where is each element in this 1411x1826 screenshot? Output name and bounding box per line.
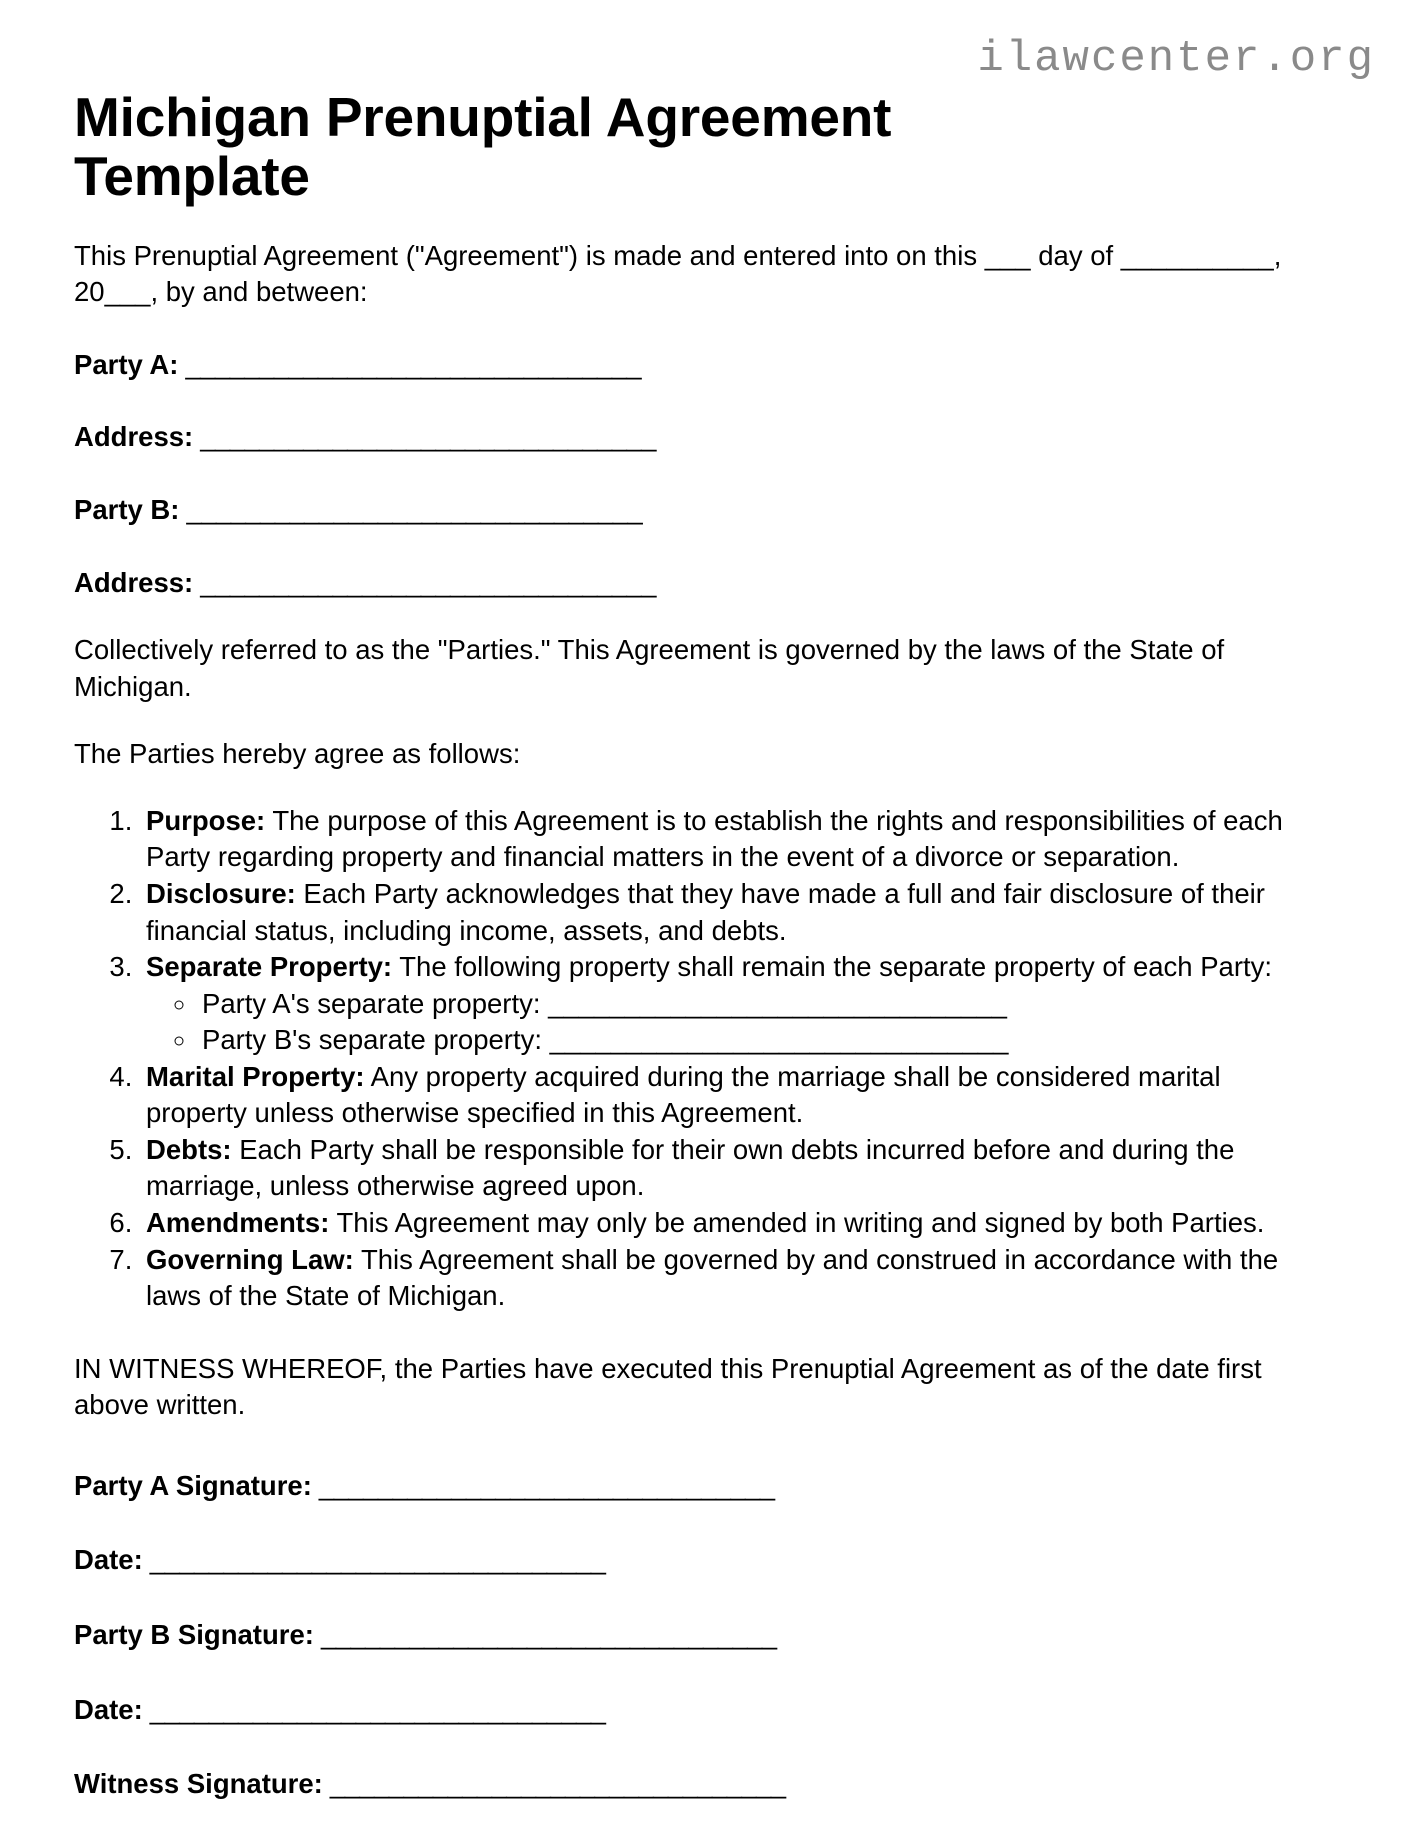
clause-text: The following property shall remain the separate property of each Party: [392,951,1273,983]
clause-heading: Disclosure: [146,877,296,909]
clause-text: Each Party acknowledges that they have made a full and fair disclosure of their financial status, including income, assets, and debts. [146,877,1265,946]
witness-paragraph: IN WITNESS WHEREOF, the Parties have executed this Prenuptial Agreement as of the date first above written. [74,1352,1262,1421]
clause-text: This Agreement may only be amended in writing and signed by both Parties. [329,1207,1265,1239]
clause-list [74,803,1329,1315]
clause-text: The purpose of this Agreement is to establish the rights and responsibilities of each Party regarding property and financial matters in the event of a divorce or separation. [146,804,1283,873]
party-a-address-field [74,419,1329,456]
party-b-address-field [74,565,1329,602]
clause-item [140,1059,1329,1132]
site-watermark: ilawcenter.org [977,34,1375,84]
party-a-address-label: Address: [74,421,194,453]
clause-item [140,1242,1329,1315]
party-b-label: Party B: [74,494,180,526]
separate-property-sublist [146,986,1329,1059]
party-b-signature-blank: _______________________________ [313,1618,777,1650]
clause-heading: Amendments: [146,1207,330,1239]
document-body [74,88,1329,1826]
party-b-address-blank: _______________________________ [193,566,656,598]
witness-signature-label: Witness Signature: [74,1768,323,1800]
clause-item [140,949,1329,1059]
party-b-signature-field [74,1617,1329,1654]
party-b-field [74,492,1329,529]
agree-lead-paragraph: The Parties hereby agree as follows: [74,738,521,770]
party-a-signature-field [74,1468,1329,1505]
sublist-item: ◦ Party B's separate property: ______________________________ [198,1022,1329,1059]
clause-item [140,876,1329,949]
party-b-date-field [74,1692,1329,1729]
clause-heading: Purpose: [146,804,266,836]
clause-item [140,803,1329,876]
witness-signature-field [74,1766,1329,1803]
party-b-signature-label: Party B Signature: [74,1618,314,1650]
party-b-address-label: Address: [74,566,194,598]
party-a-address-blank: _______________________________ [193,421,656,453]
party-a-date-field [74,1542,1329,1579]
party-a-label: Party A: [74,348,179,380]
clause-item [140,1132,1329,1205]
party-b-date-label: Date: [74,1693,143,1725]
party-b-date-blank: _______________________________ [142,1693,606,1725]
party-a-date-label: Date: [74,1544,143,1576]
page-title: Michigan Prenuptial Agreement Template [74,86,892,208]
clause-text: Each Party shall be responsible for their own debts incurred before and during the marriage, unless otherwise agreed upon. [146,1133,1235,1202]
party-a-signature-blank: _______________________________ [311,1469,775,1501]
clause-heading: Marital Property: [146,1060,365,1092]
sublist-item: ◦ Party A's separate property: ______________________________ [198,986,1329,1023]
clause-heading: Debts: [146,1133,232,1165]
party-a-signature-label: Party A Signature: [74,1469,312,1501]
clause-item [140,1205,1329,1242]
witness-signature-blank: _______________________________ [322,1768,786,1800]
party-b-blank: _______________________________ [179,494,643,526]
party-a-field [74,347,1329,384]
governing-note-paragraph: Collectively referred to as the "Parties." This Agreement is governed by the laws of the State of Michigan. [74,634,1225,702]
clause-text: Any property acquired during the marriage shall be considered marital property unless otherwise specified in this Agreement. [146,1060,1221,1129]
clause-heading: Governing Law: [146,1243,354,1275]
party-a-date-blank: _______________________________ [142,1544,606,1576]
intro-paragraph: This Prenuptial Agreement ("Agreement") is made and entered into on this ___ day of __________, 20___, by and between: [74,239,1282,308]
party-a-blank: _______________________________ [178,348,641,380]
signature-block [74,1468,1329,1803]
clause-text: This Agreement shall be governed by and construed in accordance with the laws of the State of Michigan. [146,1243,1279,1312]
clause-heading: Separate Property: [146,951,393,983]
